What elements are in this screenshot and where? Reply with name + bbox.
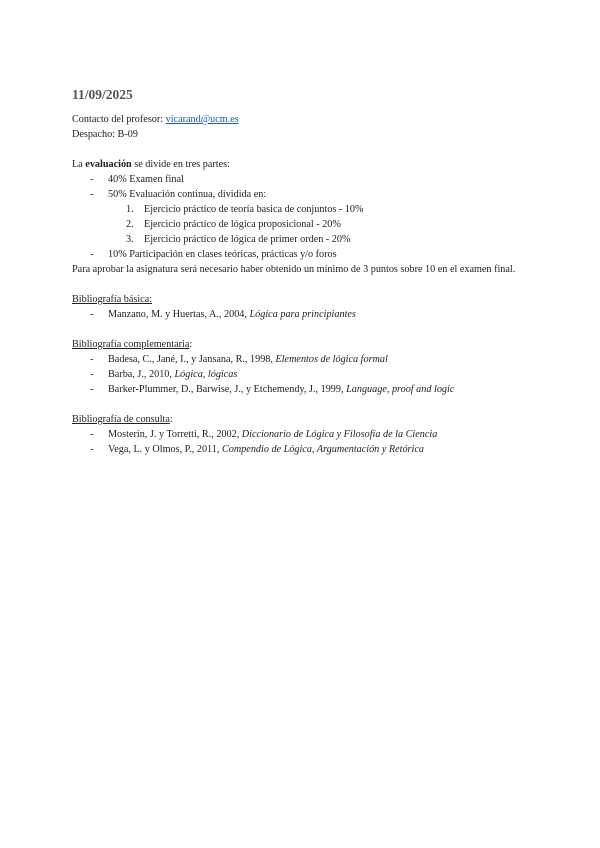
evaluation-intro: La evaluación se divide en tres partes: — [72, 159, 230, 170]
bib-entry: - Badesa, C., Jané, I., y Jansana, R., 1998, Elementos de lógica formal — [90, 354, 388, 365]
spacer — [72, 322, 527, 337]
dash-bullet: - — [90, 444, 94, 455]
bib-complementary-list — [72, 352, 527, 397]
document-date: 11/09/2025 — [72, 87, 133, 102]
spacer — [72, 397, 527, 412]
continuous-evaluation-sublist — [72, 202, 527, 247]
evaluation-item-continuous: - 50% Evaluación continua, dividida en: — [90, 189, 267, 200]
bib-basic-list — [72, 307, 527, 322]
dash-bullet: - — [90, 354, 94, 365]
subitem-propositional-logic: 2. Ejercicio práctico de lógica proposicional - 20% — [126, 219, 341, 230]
document-page — [72, 86, 527, 457]
dash-bullet: - — [90, 309, 94, 320]
dash-bullet: - — [90, 249, 94, 260]
bib-entry: - Vega, L. y Olmos, P., 2011, Compendio de Lógica, Argumentación y Retórica — [90, 444, 424, 455]
office-line: Despacho: B-09 — [72, 129, 138, 140]
bib-consult-list — [72, 427, 527, 457]
bib-basic-heading: Bibliografía básica: — [72, 294, 153, 305]
bib-title: Language, proof and logic — [346, 384, 455, 395]
bib-title: Compendio de Lógica, Argumentación y Retórica — [221, 444, 424, 455]
evaluation-keyword: evaluación — [85, 159, 132, 170]
bib-title: Elementos de lógica formal — [275, 354, 388, 365]
contact-line — [72, 112, 527, 127]
dash-bullet: - — [90, 174, 94, 185]
contact-label: Contacto del profesor: — [72, 114, 166, 125]
evaluation-list — [72, 172, 527, 202]
bib-consult-heading: Bibliografía de consulta: — [72, 414, 173, 425]
bib-entry: - Barba, J., 2010, Lógica, lógicas — [90, 369, 238, 380]
bib-title: Lógica para principiantes — [249, 309, 356, 320]
bib-entry: - Mosterín, J. y Torretti, R., 2002, Diccionario de Lógica y Filosofía de la Ciencia — [90, 429, 438, 440]
dash-bullet: - — [90, 189, 94, 200]
spacer — [72, 142, 527, 157]
bib-complementary-heading: Bibliografía complementaria: — [72, 339, 193, 350]
bib-title: Diccionario de Lógica y Filosofía de la Ciencia — [241, 429, 438, 440]
evaluation-item-participation: - 10% Participación en clases teóricas, prácticas y/o foros — [90, 249, 337, 260]
bib-entry: - Barker-Plummer, D., Barwise, J., y Etchemendy, J., 1999, Language, proof and logic — [90, 384, 455, 395]
passing-requirement-note: Para aprobar la asignatura será necesario haber obtenido un mínimo de 3 puntos sobre 10 en el examen final. — [72, 264, 516, 275]
dash-bullet: - — [90, 369, 94, 380]
dash-bullet: - — [90, 384, 94, 395]
bib-entry: - Manzano, M. y Huertas, A., 2004, Lógica para principiantes — [90, 309, 356, 320]
spacer — [72, 277, 527, 292]
evaluation-item-final-exam: - 40% Examen final — [90, 174, 184, 185]
subitem-set-theory: 1. Ejercicio práctico de teoría basica de conjuntos - 10% — [126, 204, 364, 215]
dash-bullet: - — [90, 429, 94, 440]
evaluation-list-continued — [72, 247, 527, 262]
professor-email-link[interactable]: vicarand@ucm.es — [165, 114, 239, 125]
subitem-first-order-logic: 3. Ejercicio práctico de lógica de primer orden - 20% — [126, 234, 351, 245]
bib-title: Lógica, lógicas — [174, 369, 238, 380]
